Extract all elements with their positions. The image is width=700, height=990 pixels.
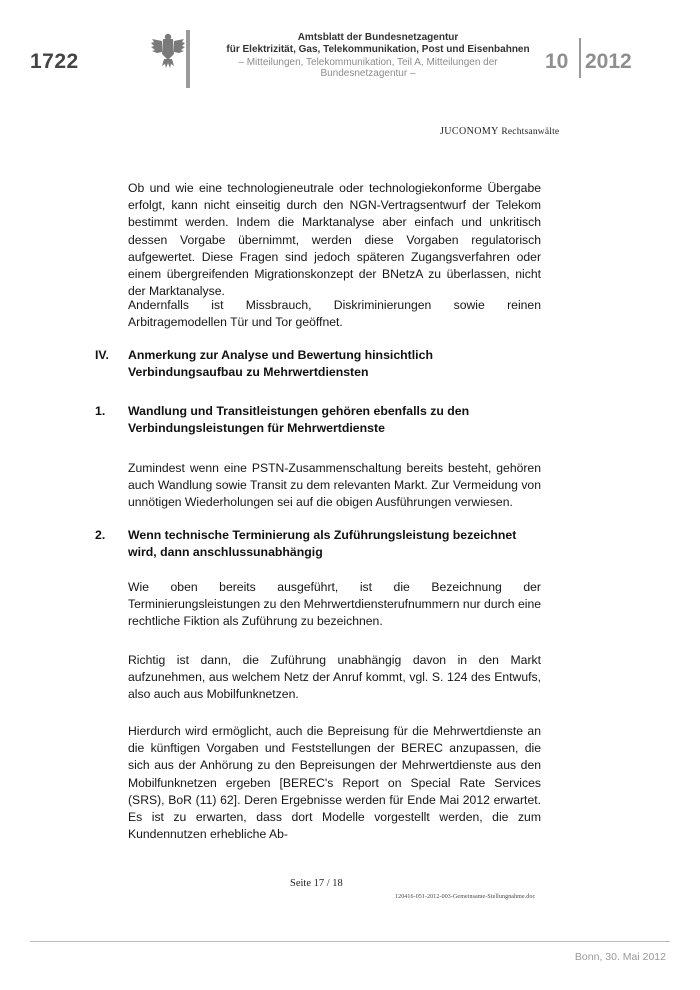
paragraph-missbrauch: Andernfalls ist Missbrauch, Diskriminierungen sowie reinen Arbitragemodellen Tür und Tor geöffnet. bbox=[128, 298, 541, 330]
paragraph-berec: Hierdurch wird ermöglicht, auch die Bepreisung für die Mehrwertdienste an die künftigen Vorgaben und Feststellungen der BEREC anzupassen, die sich aus der Anhörung zu den Bepreisungen der Mehrwertdienste aus den Mobilfunknetzen ergeben [BEREC's Report on Special Rate Services (SRS), BoR (11) 62]. Deren Ergebnisse werden für Ende Mai 2012 erwartet. Es ist zu erwarten, dass dort Modelle vorgestellt werden, die zum Kundennutzen erhebliche Ab- bbox=[128, 724, 541, 842]
section-title-2: Wenn technische Terminierung als Zuführungsleistung bezeichnet wird, dann anschlussunabhängig bbox=[128, 528, 517, 559]
section-number-1: 1. bbox=[95, 404, 106, 418]
publication-date: Bonn, 30. Mai 2012 bbox=[574, 951, 666, 963]
gazette-title bbox=[198, 32, 558, 56]
letter-page-indicator: Seite 17 / 18 bbox=[290, 878, 343, 889]
section-number-iv: IV. bbox=[95, 348, 109, 362]
gazette-issue-number: 10 bbox=[545, 50, 569, 73]
issue-divider-bar bbox=[579, 38, 581, 78]
paragraph-technologieneutral: Ob und wie eine technologieneutrale oder technologiekonforme Übergabe erfolgt, kann nicht einseitig durch den NGN-Vertragsentwurf der Telekom bestimmt werden. Indem die Marktanalyse aber einfach und unkritisch dessen Vorgabe übernimmt, werden diese Vorgaben regulatorisch aufgewertet. Diese Fragen sind jedoch späteren Zugangsverfahren oder einem übergreifenden Migrationskonzept der BNetzA zu überlassen, nicht der Marktanalyse. bbox=[128, 181, 541, 299]
law-firm-name bbox=[440, 126, 559, 137]
paragraph-terminierung: Wie oben bereits ausgeführt, ist die Bezeichnung der Terminierungsleistungen zu den Mehrwertdiensterufnummern nur durch eine rechtliche Fiktion als Zuführung zu bezeichnen. bbox=[128, 580, 541, 629]
section-heading-1 bbox=[95, 403, 545, 437]
gazette-title-line2: für Elektrizität, Gas, Telekommunikation, Post und Eisenbahnen bbox=[226, 44, 530, 55]
footer-divider bbox=[30, 941, 670, 942]
section-heading-2 bbox=[95, 527, 545, 561]
paragraph-zufuehrung: Richtig ist dann, die Zuführung unabhängig davon in den Markt aufzunehmen, aus welchem Netz der Anruf kommt, vgl. S. 124 des Entwufs, also auch aus Mobilfunknetzen. bbox=[128, 653, 541, 702]
law-firm-suffix: Rechtsanwälte bbox=[501, 127, 560, 137]
document-reference: 120416-051-2012-003-Gemeinsame-Stellungnahme.doc bbox=[395, 894, 536, 900]
gazette-subtitle: – Mitteilungen, Telekommunikation, Teil A, Mitteilungen der Bundesnetzagentur – bbox=[238, 57, 498, 79]
gazette-year: 2012 bbox=[585, 50, 632, 73]
section-title-iv: Anmerkung zur Analyse und Bewertung hinsichtlich Verbindungsaufbau zu Mehrwertdiensten bbox=[128, 348, 433, 379]
section-title-1: Wandlung und Transitleistungen gehören ebenfalls zu den Verbindungsleistungen für Mehrwertdienste bbox=[128, 404, 470, 435]
gazette-page-number: 1722 bbox=[30, 50, 79, 73]
federal-eagle-icon bbox=[150, 30, 186, 70]
gazette-title-line1: Amtsblatt der Bundesnetzagentur bbox=[297, 32, 459, 43]
law-firm-brand: JUCONOMY bbox=[440, 126, 499, 137]
paragraph-pstn: Zumindest wenn eine PSTN-Zusammenschaltung bereits besteht, gehören auch Wandlung sowie Transit zu dem relevanten Markt. Zur Vermeidung von unnötigen Wiederholungen sei auf die obigen Ausführungen verwiesen. bbox=[128, 461, 541, 510]
section-heading-iv bbox=[95, 347, 545, 381]
section-number-2: 2. bbox=[95, 528, 106, 542]
header-divider-bar bbox=[186, 30, 190, 88]
